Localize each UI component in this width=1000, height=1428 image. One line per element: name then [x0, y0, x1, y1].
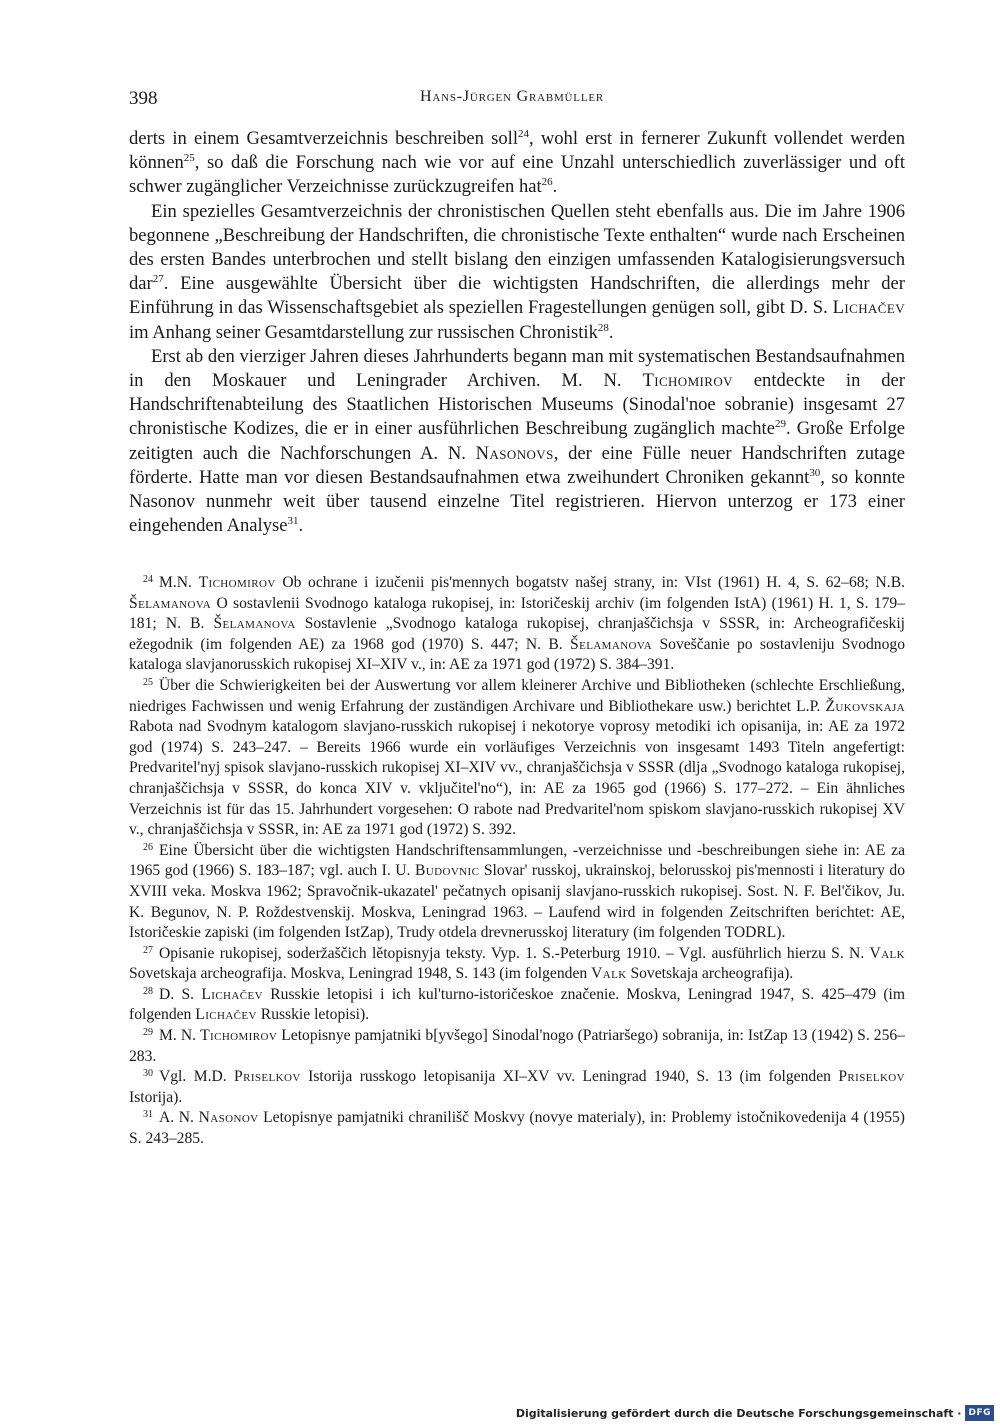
author-name: Tichomirov [198, 574, 276, 591]
author-name: Nasonovs [475, 442, 554, 464]
footnote-ref[interactable]: 25 [183, 152, 195, 165]
text-span: . [298, 515, 304, 537]
author-name: Priselkov [234, 1068, 301, 1086]
footnote-number: 31 [143, 1109, 153, 1121]
author-name: Lichačev [832, 297, 905, 319]
footnote-number: 24 [143, 574, 153, 585]
text-span: im Anhang seiner Gesamtdarstellung zur russischen Chronistik [129, 321, 598, 343]
text-span: Sovetskaja archeografija). [626, 965, 794, 983]
text-span: Opisanie rukopisej, soderžaščich lětopisnyja teksty. Vyp. 1. S.-Peterburg 1910. – Vgl. ausführlich hierzu S. N. [159, 944, 870, 962]
text-span: Letopisnye pamjatniki b[yvšego] Sinodal'nogo (Patriaršego) sobranija, in: IstZap 13 (1942) S. 256–283. [129, 1027, 905, 1065]
text-span: . [552, 176, 558, 198]
author-name: Nasonov [198, 1109, 259, 1127]
author-name: Šelamanova [570, 635, 653, 653]
footnote-number: 30 [143, 1068, 153, 1080]
text-span: Sovetskaja archeografija. Moskva, Leningrad 1948, S. 143 (im folgenden [129, 965, 592, 983]
main-text [129, 127, 905, 538]
text-span: Sostavlenie „Svodnogo kataloga rukopisej, chranjaščichsja v SSSR, in: Archeografičeskij ežegodnik (im folgenden AE) za 1968 god (1970) S. 447; N. B. [129, 615, 905, 653]
footnote-31 [129, 1108, 905, 1149]
footnote-ref[interactable]: 26 [541, 176, 553, 189]
footnote-ref[interactable]: 30 [809, 466, 821, 479]
footnote-25 [129, 676, 905, 841]
footnote-number: 28 [143, 985, 153, 997]
text-span: Russkie letopisi i ich kul'turno-istoričeskoe značenie. Moskva, Leningrad 1947, S. 425–479 (im folgenden [129, 985, 906, 1024]
text-span: entdeckte in der Handschriftenabteilung des Staatlichen Historischen Museums (Sinodal'noe sobranie) insgesamt 27 chronistische Kodizes, die er in einer ausführlichen Beschreibung zugänglich machte [129, 370, 905, 440]
funding-note: Digitalisierung gefördert durch die Deutsche Forschungsgemeinschaft · [515, 1406, 962, 1420]
text-span: A. N. [159, 1109, 199, 1127]
text-span: Erst ab den vierziger Jahren dieses Jahrhunderts begann man mit systematischen Bestandsaufnahmen in den Moskauer und Leningrader Archiven. M. N. [129, 345, 905, 392]
footnotes [129, 573, 905, 1150]
text-span: O sostavlenii Svodnogo kataloga rukopisej, in: Istoričeskij archiv (im folgenden IstA) (1961) H. 1, S. 179–181; N. B. [129, 594, 905, 633]
footnote-number: 25 [143, 676, 153, 688]
text-span: M. N. [159, 1027, 201, 1045]
text-span: M.N. [159, 574, 199, 591]
funding-footer [516, 1404, 994, 1422]
footnote-number: 29 [143, 1027, 153, 1039]
author-name: Priselkov [838, 1068, 905, 1086]
footnote-ref[interactable]: 31 [287, 515, 299, 528]
text-span: , so daß die Forschung nach wie vor auf eine Unzahl unterschiedlich zuverlässiger und oft schwer zugänglicher Verzeichnisse zurückzugreifen hat [129, 152, 905, 198]
text-span: Rabota nad Svodnym katalogom slavjano-russkich rukopisej i nekotorye voprosy metodiki ich opisanija, in: AE za 1972 god (1974) S. 243–247. – Bereits 1966 wurde ein vorläufiges Verzeichnis von insgesamt 1493 Titeln angefertigt: Predvaritel'nyj spisok slavjano-russkich rukopisej XI–XIV vv., chranjaščichsja v SSSR (dlja „Svodnogo kataloga rukopisej, chranjaščichsja v SSSR, do konca XIV v. vključitel'no“), in: AE za 1965 god (1966) S. 177–272. – Ein ähnliches Verzeichnis ist für das 15. Jahrhundert vorgesehen: O rabote nad Predvaritel'nom spiskom slavjano-russkich rukopisej XV v., chranjaščichsja v SSSR, in: AE za 1971 god (1972) S. 392. [129, 718, 905, 839]
paragraph-1 [129, 127, 905, 200]
footnote-ref[interactable]: 27 [152, 273, 164, 286]
text-span: Soveščanie po sostavleniju Svodnogo kataloga slavjanorusskich rukopisej XI–XIV v., in: AE za 1971 god (1972) S. 384–391. [129, 635, 905, 674]
text-span: , wohl erst in fernerer Zukunft vollendet werden können [129, 128, 905, 174]
text-span: Über die Schwierigkeiten bei der Auswertung vor allem kleinerer Archive und Bibliotheken (schlechte Erschließung, niedriges Fachwissen und wenig Erfahrung der zuständigen Archivare und Bibliothekare usw.) berichtet L.P. [129, 676, 905, 715]
author-name: Budovnic [415, 862, 480, 880]
author-name: Valk [591, 965, 627, 983]
text-span: D. S. [159, 985, 202, 1003]
author-name: Lichačev [195, 1006, 257, 1024]
author-name: Tichomirov [200, 1027, 278, 1045]
text-span: Istorija). [129, 1088, 183, 1106]
text-span: , so konnte Nasonov nunmehr weit über tausend einzelne Titel registrieren. Hiervon unterzog er 173 einer eingehenden Analyse [129, 466, 906, 537]
text-span: Slovar' russkoj, ukrainskoj, belorusskoj pis'mennosti i literatury do XVIII veka. Moskva 1962; Spravočnik-ukazatel' pečatnych opisanij slavjano-russkich rukopisej. Sost. N. F. Bel'čikov, Ju. K. Begunov, N. P. Roždestvenskij. Moskva, Leningrad 1963. – Laufend wird in folgenden Zeitschriften berichtet: AE, Istoričeskie zapiski (im folgenden IstZap), Trudy otdela drevnerusskoj literatury (im folgenden TODRL). [129, 862, 905, 942]
author-name: Valk [869, 944, 905, 962]
paragraph-3 [129, 345, 905, 539]
dfg-logo: DFG [965, 1405, 994, 1421]
text-span: Ein spezielles Gesamtverzeichnis der chronistischen Quellen steht ebenfalls aus. Die im Jahre 1906 begonnene „Beschreibung der Handschriften, die chronistische Texte enthalten“ wurde nach Erscheinen des ersten Bandes unterbrochen und stellt bislang den einzigen umfassenden Katalogisierungsversuch dar [129, 200, 905, 295]
text-span: . Eine ausgewählte Übersicht über die wichtigsten Handschriften, die allerdings mehr der Einführung in das Wissenschaftsgebiet als speziellen Fragestellungen genügen soll, gibt D. S. [129, 273, 905, 319]
footnote-ref[interactable]: 29 [774, 418, 786, 431]
footnote-29 [129, 1026, 905, 1067]
author-name: Šelamanova [213, 615, 296, 633]
author-name: Tichomirov [642, 370, 733, 392]
text-span: Letopisnye pamjatniki chranilišč Moskvy (novye materialy), in: Problemy istočnikovedenija 4 (1955) S. 243–285. [129, 1109, 905, 1148]
author-name: Lichačev [201, 985, 263, 1003]
text-span: . Große Erfolge zeitigten auch die Nachforschungen A. N. [129, 418, 905, 464]
footnote-24 [129, 573, 905, 676]
footnote-27 [129, 944, 905, 985]
footnote-30 [129, 1067, 905, 1108]
footnote-26 [129, 841, 905, 944]
text-span: Eine Übersicht über die wichtigsten Handschriftensammlungen, -verzeichnisse und -beschreibungen siehe in: AE za 1965 god (1966) S. 183–187; vgl. auch I. U. [129, 841, 905, 880]
paragraph-2 [129, 200, 905, 345]
text-span: derts in einem Gesamtverzeichnis beschreiben soll [129, 128, 519, 149]
author-name: Žukovskaja [825, 697, 905, 715]
footnote-number: 27 [143, 944, 153, 956]
page-number: 398 [129, 88, 158, 109]
text-span: , der eine Fülle neuer Handschriften zutage förderte. Hatte man vor diesen Bestandsaufnahmen etwa zweihundert Chroniken gekannt [129, 442, 905, 488]
text-span: Russkie letopisi). [256, 1006, 370, 1024]
footnote-28 [129, 985, 905, 1026]
text-span: Vgl. M.D. [159, 1068, 235, 1086]
footnote-ref[interactable]: 24 [518, 128, 530, 140]
author-name: Šelamanova [129, 594, 212, 612]
text-span: . [608, 321, 614, 343]
text-span: Ob ochrane i izučenii pis'mennych bogatstv našej strany, in: VIst (1961) H. 4, S. 62–68; N.B. [275, 574, 905, 591]
text-span: Istorija russkogo letopisanija XI–XV vv. Leningrad 1940, S. 13 (im folgenden [300, 1068, 839, 1086]
footnote-ref[interactable]: 28 [597, 321, 609, 334]
footnote-number: 26 [143, 841, 153, 853]
running-head: Hans-Jürgen Grabmüller [420, 88, 604, 105]
